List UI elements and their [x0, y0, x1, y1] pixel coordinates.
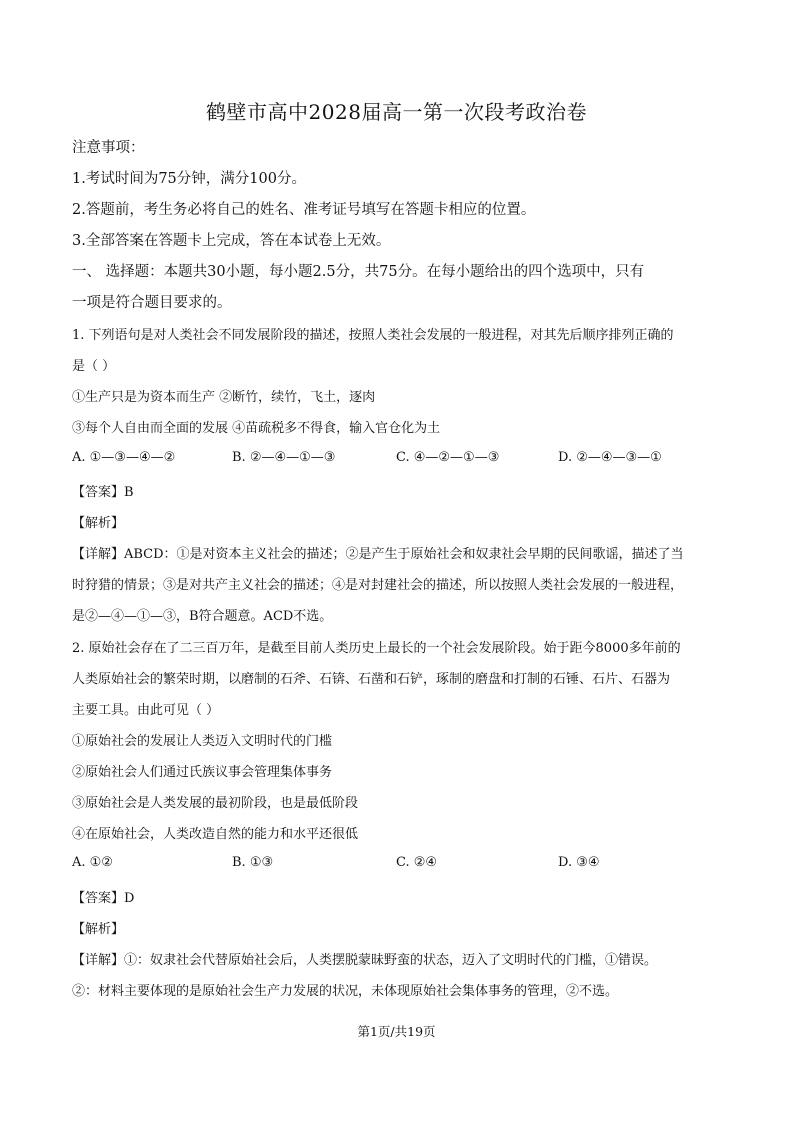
- q2-answer: 【答案】D: [72, 891, 135, 906]
- q1-option-b: B. ②—④—①—③: [232, 450, 336, 465]
- q2-option-b: B. ①③: [232, 855, 274, 870]
- section-intro-line-2: 一项是符合题目要求的。: [72, 295, 232, 311]
- page-title: 鹤壁市高中2028届高一第一次段考政治卷: [206, 100, 587, 124]
- q1-stem-line-2: 是（ ）: [72, 359, 116, 374]
- q2-statement-4: ④在原始社会，人类改造自然的能力和水平还很低: [72, 827, 359, 842]
- notice-item-2: 2.答题前，考生务必将自己的姓名、准考证号填写在答题卡相应的位置。: [72, 202, 536, 218]
- q1-option-c: C. ④—②—①—③: [396, 450, 500, 465]
- notice-heading: 注意事项：: [72, 140, 145, 156]
- q2-stem-line-3: 主要工具。由此可见（ ）: [72, 703, 220, 718]
- q1-option-a: A. ①—③—④—②: [72, 450, 176, 465]
- q1-detail-line-2: 时狩猎的情景；③是对共产主义社会的描述；④是对封建社会的描述，所以按照人类社会发展的一般进程，: [72, 578, 684, 593]
- q2-stem-line-2: 人类原始社会的繁荣时期，以磨制的石斧、石锛、石凿和石铲，琢制的磨盘和打制的石锤、石片、石器为: [72, 672, 671, 687]
- q2-option-d: D. ③④: [558, 855, 600, 870]
- q1-statements-row-1: ①生产只是为资本而生产 ②断竹，续竹，飞土，逐肉: [72, 390, 376, 405]
- notice-item-3: 3.全部答案在答题卡上完成，答在本试卷上无效。: [72, 233, 391, 249]
- q2-statement-1: ①原始社会的发展让人类迈入文明时代的门槛: [72, 734, 333, 749]
- q2-option-c: C. ②④: [396, 855, 438, 870]
- q1-answer: 【答案】B: [72, 485, 134, 500]
- q1-detail-line-1: 【详解】ABCD：①是对资本主义社会的描述；②是产生于原始社会和奴隶社会早期的民间歌谣，描述了当: [72, 547, 684, 562]
- q1-option-d: D. ②—④—③—①: [558, 450, 662, 465]
- q2-analysis-label: 【解析】: [72, 922, 125, 937]
- notice-item-1: 1.考试时间为75分钟，满分100分。: [72, 171, 306, 187]
- page-number-footer: 第1页/共19页: [357, 1024, 436, 1039]
- q1-analysis-label: 【解析】: [72, 516, 125, 531]
- q2-detail-line-1: 【详解】①：奴隶社会代替原始社会后，人类摆脱蒙昧野蛮的状态，迈入了文明时代的门槛，①错误。: [72, 953, 658, 968]
- q2-option-a: A. ①②: [72, 855, 113, 870]
- q2-statement-3: ③原始社会是人类发展的最初阶段，也是最低阶段: [72, 796, 359, 811]
- q1-detail-line-3: 是②—④—①—③，B符合题意。ACD不选。: [72, 609, 333, 624]
- q2-stem-line-1: 2. 原始社会存在了二三百万年，是截至目前人类历史上最长的一个社会发展阶段。始于距今8000多年前的: [72, 641, 681, 656]
- q1-stem-line-1: 1. 下列语句是对人类社会不同发展阶段的描述，按照人类社会发展的一般进程，对其先后顺序排列正确的: [72, 328, 674, 343]
- q2-statement-2: ②原始社会人们通过氏族议事会管理集体事务: [72, 765, 333, 780]
- q1-statements-row-2: ③每个人自由而全面的发展 ④苗疏税多不得食，输入官仓化为土: [72, 421, 441, 436]
- section-intro-line-1: 一、 选择题：本题共30小题，每小题2.5分，共75分。在每小题给出的四个选项中，只有: [72, 264, 645, 280]
- q2-detail-line-2: ②：材料主要体现的是原始社会生产力发展的状况，未体现原始社会集体事务的管理，②不选。: [72, 984, 619, 999]
